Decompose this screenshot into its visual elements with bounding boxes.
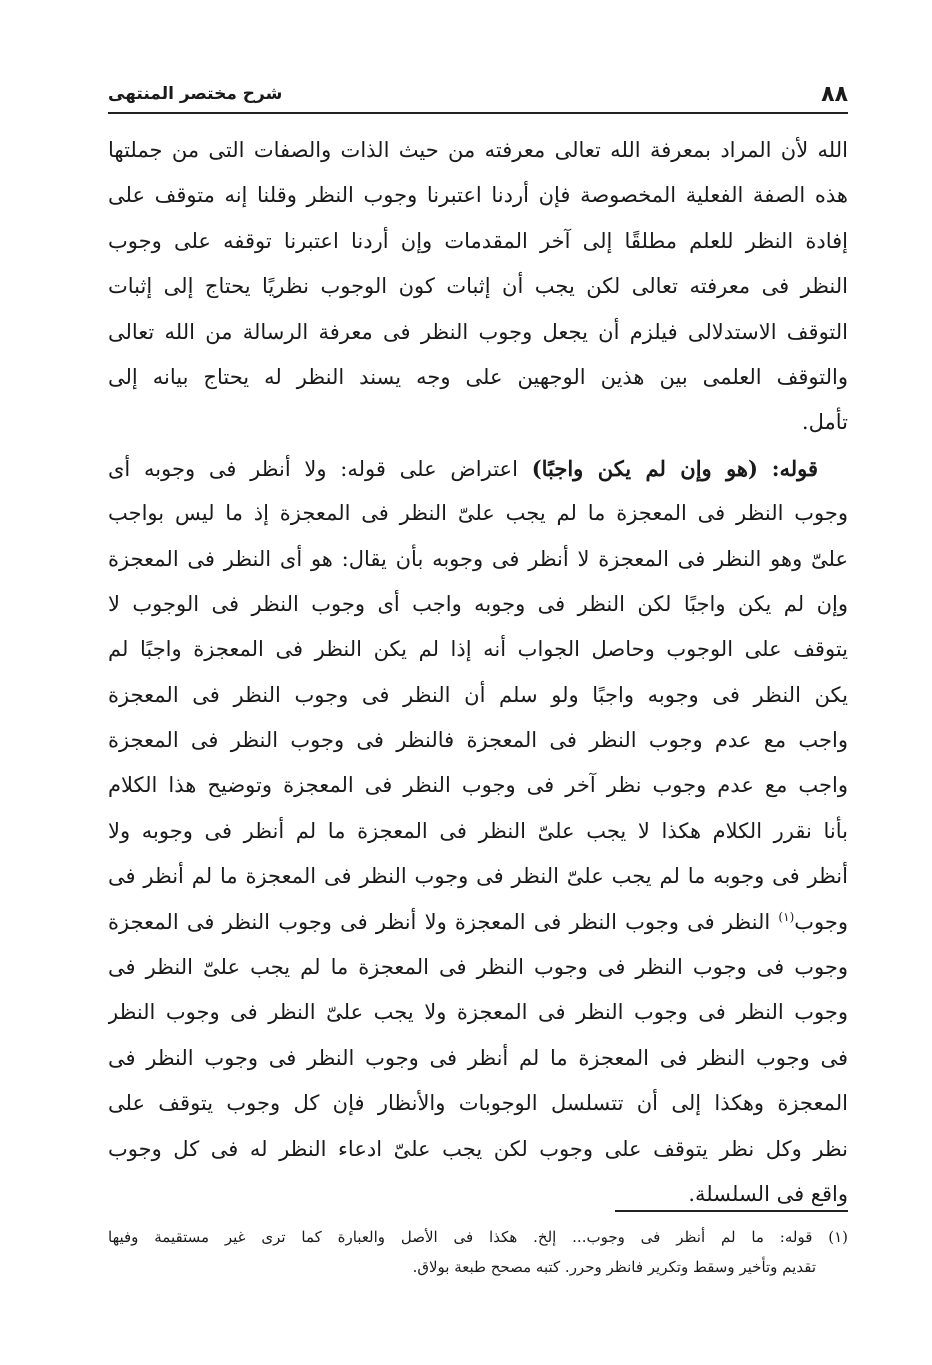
text-line: الله لأن المراد بمعرفة الله تعالى معرفته من حيث الذات والصفات التى من جملتها: [108, 138, 848, 162]
paragraph-start-line: [108, 446, 848, 491]
text-segment: وجوب: [794, 909, 848, 934]
footnote-line: (١) قوله: ما لم أنظر فى وجوب... إلخ. هكذا فى الأصل والعبارة كما ترى غير مستقيمة وفيها: [108, 1228, 848, 1246]
text-line: النظر فى معرفته تعالى لكن يجب أن إثبات كون الوجوب نظريًا يحتاج إلى إثبات: [108, 274, 848, 299]
running-title: شرح مختصر المنتهى: [108, 84, 283, 104]
quote-label: قوله:: [771, 455, 819, 481]
text-line: واجب مع عدم وجوب النظر فى المعجزة فالنظر فى وجوب النظر فى المعجزة: [108, 728, 848, 753]
footnote-marker: (١): [778, 909, 795, 924]
page-header: [108, 76, 848, 110]
text-line: واجب مع عدم وجوب نظر آخر فى وجوب النظر فى المعجزة وتوضيح هذا الكلام: [108, 773, 848, 798]
text-line: وجوب فى وجوب النظر فى وجوب النظر فى المعجزة ما لم يجب علىّ النظر فى: [108, 955, 848, 980]
text-line: التوقف الاستدلالى فيلزم أن يجعل وجوب النظر فى معرفة الرسالة من الله تعالى: [108, 319, 848, 344]
text-line: هذه الصفة الفعلية المخصوصة فإن أردنا اعتبرنا وجوب النظر وقلنا إنه متوقف على: [108, 183, 848, 208]
text-line: نظر وكل نظر يتوقف على وجوب لكن يجب علىّ ادعاء النظر له فى كل وجوب: [108, 1136, 848, 1161]
text-line: علىّ وهو النظر فى المعجزة لا أنظر فى وجوبه بأن يقال: هو أى النظر فى المعجزة: [108, 546, 848, 571]
text-line: واقع فى السلسلة.: [688, 1181, 848, 1206]
text-line: تأمل.: [801, 410, 848, 435]
text-segment: اعتراض على قوله: ولا أنظر فى وجوبه أى: [108, 456, 518, 481]
text-line-with-footnote: [108, 900, 848, 945]
footnote-separator: [615, 1210, 848, 1212]
text-line: إفادة النظر للعلم مطلقًا إلى آخر المقدمات وإن أردنا اعتبرنا توقفه على وجوب: [108, 228, 848, 253]
footnote-line: تقديم وتأخير وسقط وتكرير فانظر وحرر. كتبه مصحح طبعة بولاق.: [412, 1258, 816, 1276]
text-segment: النظر فى وجوب النظر فى المعجزة ولا أنظر فى وجوب النظر فى المعجزة: [108, 909, 771, 934]
page-number: ٨٨: [821, 82, 848, 107]
text-line: المعجزة وهكذا إلى أن تتسلسل الوجوبات والأنظار فإن كل وجوب يتوقف على: [108, 1091, 848, 1116]
main-text: [108, 128, 848, 1217]
text-line: يكن النظر فى وجوبه واجبًا ولو سلم أن النظر فى وجوب النظر فى المعجزة: [108, 682, 848, 707]
quoted-phrase: (هو وإن لم يكن واجبًا): [531, 455, 758, 481]
footnotes: [108, 1222, 848, 1282]
text-line: وجوب النظر فى المعجزة ما لم يجب علىّ النظر فى المعجزة إذ ما ليس بواجب: [108, 501, 848, 526]
header-rule: [108, 112, 848, 114]
text-line: وإن لم يكن واجبًا لكن النظر فى وجوبه واجب أى وجوب النظر فى الوجوب لا: [108, 591, 848, 616]
text-line: والتوقف العلمى بين هذين الوجهين على وجه يسند النظر له يحتاج بيانه إلى: [108, 364, 848, 389]
text-line: وجوب النظر فى وجوب النظر فى المعجزة ولا يجب علىّ النظر فى وجوب النظر: [108, 1000, 848, 1025]
text-line: فى وجوب النظر فى المعجزة ما لم أنظر فى وجوب النظر فى وجوب النظر فى: [108, 1045, 848, 1070]
text-line: يتوقف على الوجوب وحاصل الجواب أنه إذا لم يكن النظر فى المعجزة واجبًا لم: [108, 637, 848, 662]
text-line: أنظر فى وجوبه ما لم يجب علىّ النظر فى وجوب النظر فى المعجزة ما لم أنظر فى: [108, 864, 848, 889]
text-line: بأنا نقرر الكلام هكذا لا يجب علىّ النظر فى المعجزة ما لم أنظر فى وجوبه ولا: [108, 818, 848, 843]
